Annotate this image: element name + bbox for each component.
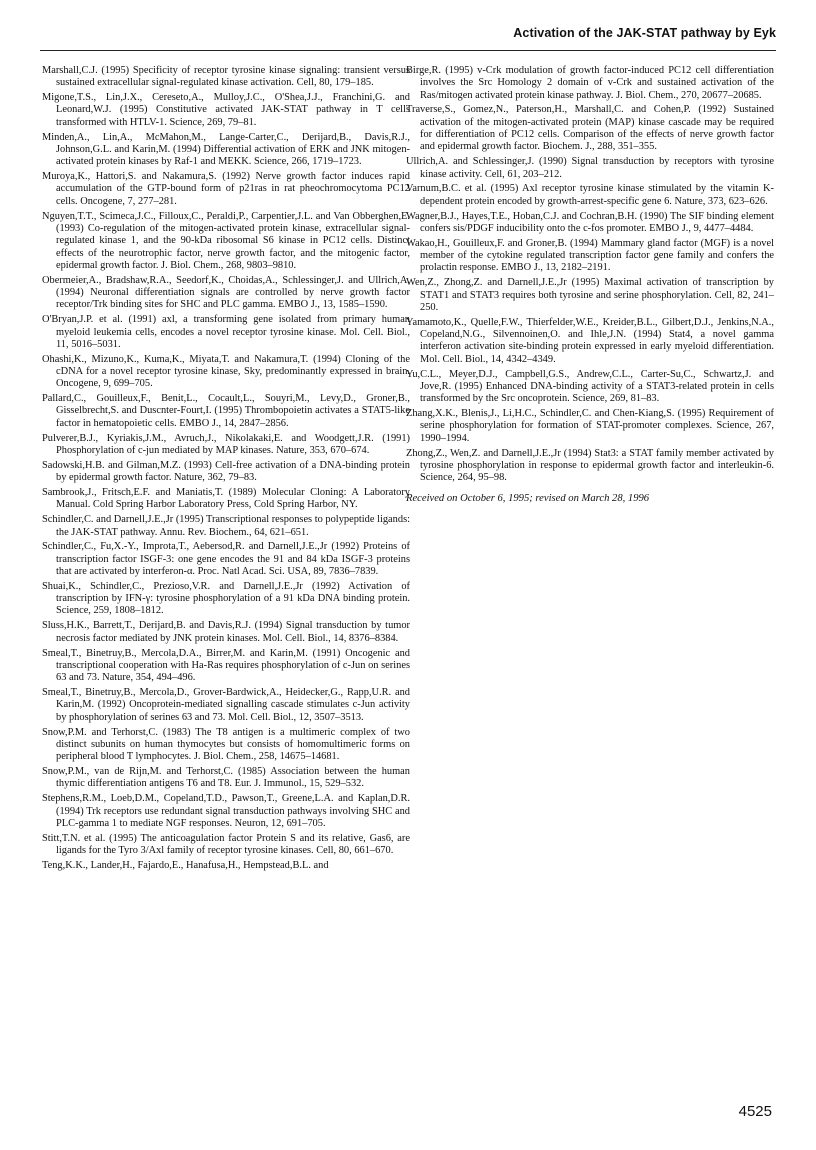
- reference-item: Nguyen,T.T., Scimeca,J.C., Filloux,C., Peraldi,P., Carpentier,J.L. and Van Obberghen,E. (1993) Co-regulation of the mitogen-activated protein kinase, extracellular signal-regulated kinase 1, and the 90-kDa ribosomal S6 kinase in PC12 cells. Distinct effects of the neurotrophic factor, nerve growth factor, and the mitogenic factor, epidermal growth factor. J. Biol. Chem., 268, 9803–9810.: [42, 210, 410, 271]
- reference-item: Pallard,C., Gouilleux,F., Benit,L., Cocault,L., Souyri,M., Levy,D., Groner,B., Gisselbrecht,S. and Duscnter-Fourt,I. (1995) Thrombopoietin activates a STAT5-like factor in hematopoietic cells. EMBO J., 14, 2847–2856.: [42, 393, 410, 429]
- reference-item: Sambrook,J., Fritsch,E.F. and Maniatis,T. (1989) Molecular Cloning: A Laboratory Manual. Cold Spring Harbor Laboratory Press, Cold Spring Harbor, NY.: [42, 487, 410, 511]
- reference-item: Obermeier,A., Bradshaw,R.A., Seedorf,K., Choidas,A., Schlessinger,J. and Ullrich,A. (1994) Neuronal differentiation signals are controlled by nerve growth factor receptor/Trk binding sites for SHC and PLC gamma. EMBO J., 13, 1585–1590.: [42, 274, 410, 311]
- references-left-column: [42, 65, 410, 875]
- received-note: Received on October 6, 1995; revised on March 28, 1996: [406, 493, 650, 505]
- reference-item: Birge,R. (1995) v-Crk modulation of growth factor-induced PC12 cell differentiation involves the Src Homology 2 domain of v-Crk and sustained activation of the Ras/mitogen activated protein kinase pathway. J. Biol. Chem., 270, 20677–20685.: [406, 65, 774, 101]
- reference-item: Snow,P.M. and Terhorst,C. (1983) The T8 antigen is a multimeric complex of two distinct subunits on human thymocytes but consists of homomultimeric forms on peripheral blood T lymphocytes. J. Biol. Chem., 258, 14675–14681.: [42, 726, 410, 763]
- reference-item: Ullrich,A. and Schlessinger,J. (1990) Signal transduction by receptors with tyrosine kinase activity. Cell, 61, 203–212.: [406, 156, 774, 180]
- reference-item: O'Bryan,J.P. et al. (1991) axl, a transforming gene isolated from primary human myeloid leukemia cells, encodes a novel receptor tyrosine kinase. Mol. Cell. Biol., 11, 5016–5031.: [42, 314, 410, 350]
- reference-item: Zhong,Z., Wen,Z. and Darnell,J.E.,Jr (1994) Stat3: a STAT family member activated by tyrosine phosphorylation in response to epidermal growth factor and interleukin-6. Science, 264, 95–98.: [406, 447, 774, 484]
- reference-item: Schindler,C. and Darnell,J.E.,Jr (1995) Transcriptional responses to polypeptide ligands: the JAK-STAT pathway. Annu. Rev. Biochem., 64, 621–651.: [42, 514, 410, 538]
- reference-item: Snow,P.M., van de Rijn,M. and Terhorst,C. (1985) Association between the human thymic differentiation antigens T6 and T8. Eur. J. Immunol., 15, 529–532.: [42, 766, 410, 790]
- reference-item: Wagner,B.J., Hayes,T.E., Hoban,C.J. and Cochran,B.H. (1990) The SIF binding element confers sis/PDGF inducibility onto the c-fos promoter. EMBO J., 9, 4477–4484.: [406, 210, 774, 234]
- running-title: Activation of the JAK-STAT pathway by Eyk: [513, 26, 776, 40]
- reference-item: Wakao,H., Gouilleux,F. and Groner,B. (1994) Mammary gland factor (MGF) is a novel member of the cytokine regulated transcription factor gene family and confers the prolactin response. EMBO J., 13, 2182–2191.: [406, 237, 774, 274]
- reference-item: Migone,T.S., Lin,J.X., Cereseto,A., Mulloy,J.C., O'Shea,J.J., Franchini,G. and Leonard,W.J. (1995) Constitutive activated JAK-STAT pathway in T cells transformed with HTLV-1. Science, 269, 79–81.: [42, 92, 410, 128]
- reference-item: Shuai,K., Schindler,C., Prezioso,V.R. and Darnell,J.E.,Jr (1992) Activation of transcription by IFN-γ: tyrosine phosphorylation of a 91 kDa DNA binding protein. Science, 259, 1808–1812.: [42, 580, 410, 617]
- reference-item: Muroya,K., Hattori,S. and Nakamura,S. (1992) Nerve growth factor induces rapid accumulation of the GTP-bound form of p21ras in rat pheochromocytoma PC12 cells. Oncogene, 7, 277–281.: [42, 171, 410, 207]
- reference-item: Traverse,S., Gomez,N., Paterson,H., Marshall,C. and Cohen,P. (1992) Sustained activation of the mitogen-activated protein (MAP) kinase cascade may be required for differentiation of PC12 cells. Comparison of the effects of nerve growth factor and epidermal growth factor. Biochem. J., 288, 351–355.: [406, 104, 774, 153]
- reference-item: Sluss,H.K., Barrett,T., Derijard,B. and Davis,R.J. (1994) Signal transduction by tumor necrosis factor mediated by JNK protein kinases. Mol. Cell. Biol., 14, 8376–8384.: [42, 620, 410, 644]
- header-rule: [40, 50, 776, 51]
- reference-item: Yu,C.L., Meyer,D.J., Campbell,G.S., Andrew,C.L., Carter-Su,C., Schwartz,J. and Jove,R. (1995) Enhanced DNA-binding activity of a STAT3-related protein in cells transformed by the Src oncoprotein. Science, 269, 81–83.: [406, 368, 774, 405]
- reference-item: Zhang,X.K., Blenis,J., Li,H.C., Schindler,C. and Chen-Kiang,S. (1995) Requirement of serine phosphorylation for formation of STAT-promoter complexes. Science, 267, 1990–1994.: [406, 408, 774, 444]
- reference-item: Schindler,C., Fu,X.-Y., Improta,T., Aebersod,R. and Darnell,J.E.,Jr (1992) Proteins of transcription factor ISGF-3: one gene encodes the 91 and 84 kDa ISGF-3 proteins that are activated by interferon-α. Proc. Natl Acad. Sci. USA, 89, 7836–7839.: [42, 541, 410, 577]
- reference-item: Teng,K.K., Lander,H., Fajardo,E., Hanafusa,H., Hempstead,B.L. and: [42, 859, 329, 871]
- reference-item: Yamamoto,K., Quelle,F.W., Thierfelder,W.E., Kreider,B.L., Gilbert,D.J., Jenkins,N.A., Copeland,N.G., Silvennoinen,O. and Ihle,J.N. (1994) Stat4, a novel gamma interferon activation site-binding protein expressed in early myeloid differentiation. Mol. Cell. Biol., 14, 4342–4349.: [406, 316, 774, 365]
- reference-item: Stephens,R.M., Loeb,D.M., Copeland,T.D., Pawson,T., Greene,L.A. and Kaplan,D.R. (1994) Trk receptors use redundant signal transduction pathways involving SHC and PLC-gamma 1 to mediate NGF responses. Neuron, 12, 691–705.: [42, 793, 410, 829]
- page-number: 4525: [738, 1103, 772, 1120]
- reference-item: Marshall,C.J. (1995) Specificity of receptor tyrosine kinase signaling: transient versus sustained extracellular signal-regulated kinase activation. Cell, 80, 179–185.: [42, 65, 410, 89]
- reference-item: Ohashi,K., Mizuno,K., Kuma,K., Miyata,T. and Nakamura,T. (1994) Cloning of the cDNA for a novel receptor tyrosine kinase, Sky, predominantly expressed in brain. Oncogene, 9, 699–705.: [42, 353, 410, 390]
- reference-item: Pulverer,B.J., Kyriakis,J.M., Avruch,J., Nikolakaki,E. and Woodgett,J.R. (1991) Phosphorylation of c-jun mediated by MAP kinases. Nature, 353, 670–674.: [42, 432, 410, 456]
- reference-item: Smeal,T., Binetruy,B., Mercola,D.A., Birrer,M. and Karin,M. (1991) Oncogenic and transcriptional cooperation with Ha-Ras requires phosphorylation of c-Jun on serines 63 and 73. Nature, 354, 494–496.: [42, 647, 410, 684]
- reference-item: Smeal,T., Binetruy,B., Mercola,D., Grover-Bardwick,A., Heidecker,G., Rapp,U.R. and Karin,M. (1992) Oncoprotein-mediated signalling cascade stimulates c-Jun activity by phosphorylation of serines 63 and 73. Mol. Cell. Biol., 12, 3507–3513.: [42, 687, 410, 723]
- reference-item: Minden,A., Lin,A., McMahon,M., Lange-Carter,C., Derijard,B., Davis,R.J., Johnson,G.L. and Karin,M. (1994) Differential activation of ERK and JNK mitogen-activated protein kinases by Raf-1 and MEKK. Science, 266, 1719–1723.: [42, 131, 410, 168]
- reference-item: Sadowski,H.B. and Gilman,M.Z. (1993) Cell-free activation of a DNA-binding protein by epidermal growth factor. Nature, 362, 79–83.: [42, 459, 410, 484]
- reference-item: Wen,Z., Zhong,Z. and Darnell,J.E.,Jr (1995) Maximal activation of transcription by STAT1 and STAT3 requires both tyrosine and serine phosphorylation. Cell, 82, 241–250.: [406, 277, 774, 313]
- reference-item: Stitt,T.N. et al. (1995) The anticoagulation factor Protein S and its relative, Gas6, are ligands for the Tyro 3/Axl family of receptor tyrosine kinases. Cell, 80, 661–670.: [42, 832, 410, 856]
- references-right-column: [406, 65, 774, 516]
- reference-item: Varnum,B.C. et al. (1995) Axl receptor tyrosine kinase stimulated by the vitamin K-dependent protein encoded by growth-arrest-specific gene 6. Nature, 373, 623–626.: [406, 183, 774, 207]
